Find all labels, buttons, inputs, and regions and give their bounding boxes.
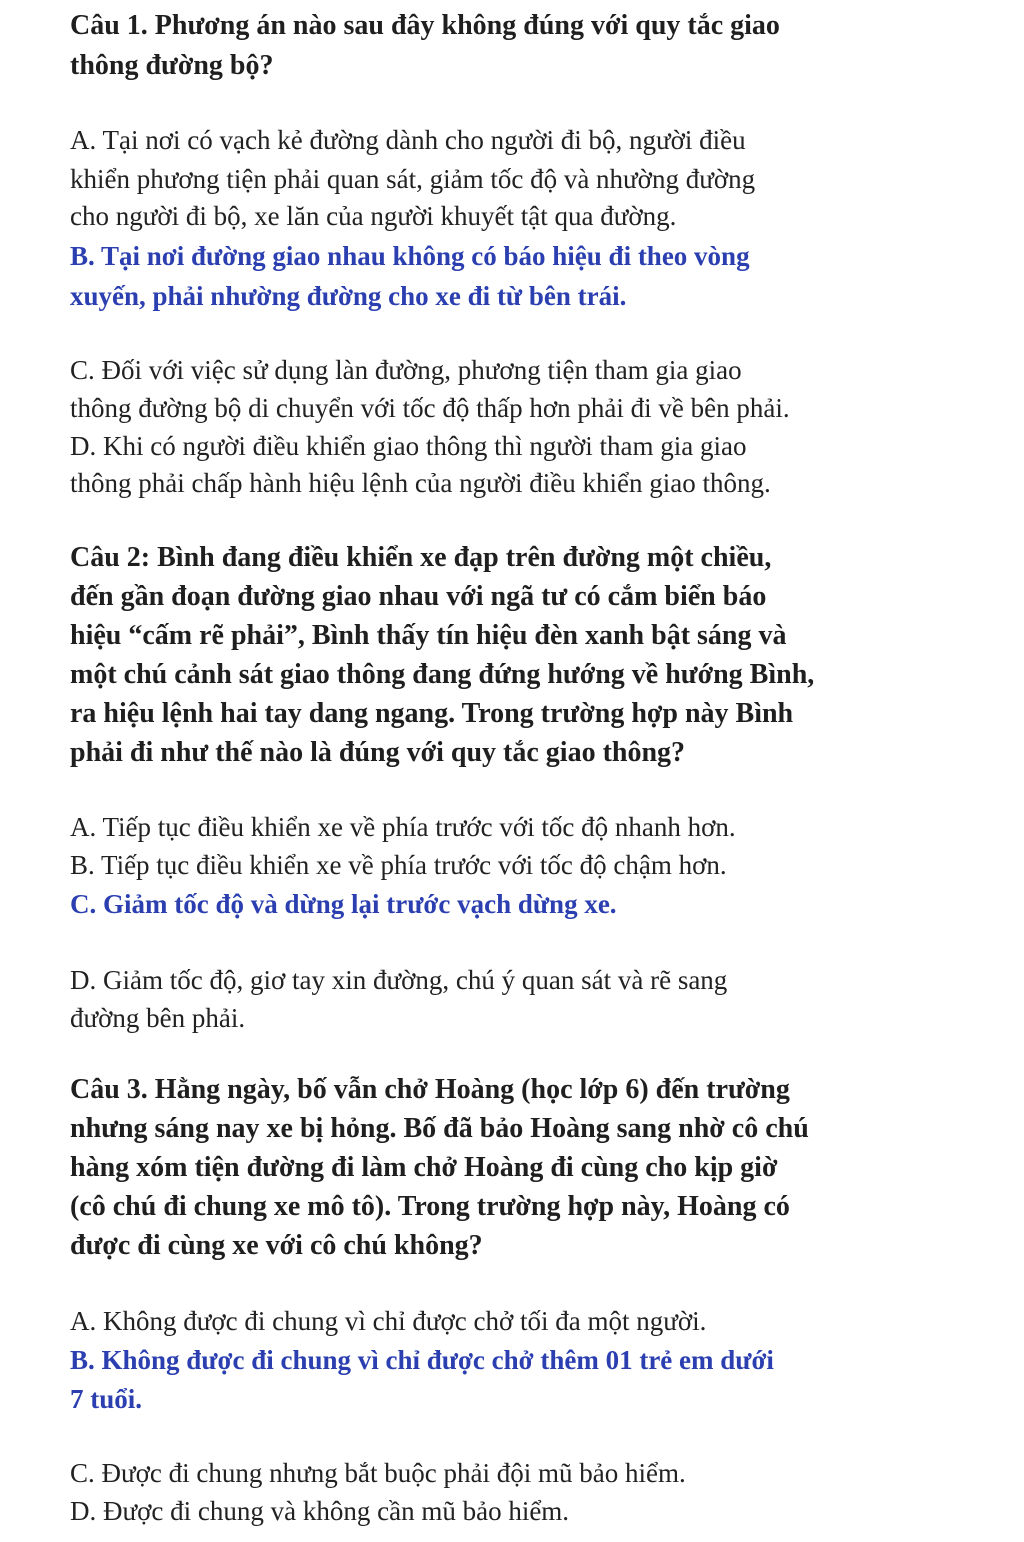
question-2-line-4: một chú cảnh sát giao thông đang đứng hướng về hướng Bình, [70, 659, 815, 690]
question-3-line-5: được đi cùng xe với cô chú không? [70, 1230, 483, 1261]
question-2-line-5: ra hiệu lệnh hai tay dang ngang. Trong trường hợp này Bình [70, 698, 794, 729]
q1-option-d-line-2: thông phải chấp hành hiệu lệnh của người điều khiển giao thông. [70, 468, 771, 498]
question-3-line-1: Câu 3. Hằng ngày, bố vẫn chở Hoàng (học lớp 6) đến trường [70, 1074, 790, 1105]
q1-option-a-line-2: khiển phương tiện phải quan sát, giảm tốc độ và nhường đường [70, 164, 756, 194]
q1-option-b-correct-line-2: xuyến, phải nhường đường cho xe đi từ bên trái. [70, 281, 627, 311]
question-2-line-2: đến gần đoạn đường giao nhau với ngã tư có cắm biển báo [70, 581, 767, 612]
q2-option-c-correct-line-1: C. Giảm tốc độ và dừng lại trước vạch dừng xe. [70, 889, 617, 919]
q1-option-a-line-1: A. Tại nơi có vạch kẻ đường dành cho người đi bộ, người điều [70, 125, 746, 155]
question-2-line-3: hiệu “cấm rẽ phải”, Bình thấy tín hiệu đèn xanh bật sáng và [70, 620, 787, 651]
q3-option-c-line-1: C. Được đi chung nhưng bắt buộc phải đội mũ bảo hiểm. [70, 1458, 686, 1488]
question-3-line-2: nhưng sáng nay xe bị hỏng. Bố đã bảo Hoàng sang nhờ cô chú [70, 1113, 809, 1144]
question-3-line-4: (cô chú đi chung xe mô tô). Trong trường hợp này, Hoàng có [70, 1191, 790, 1222]
q1-option-a-line-3: cho người đi bộ, xe lăn của người khuyết tật qua đường. [70, 201, 677, 231]
q3-option-a-line-1: A. Không được đi chung vì chỉ được chở tối đa một người. [70, 1306, 707, 1336]
q1-option-d-line-1: D. Khi có người điều khiển giao thông thì người tham gia giao [70, 431, 747, 461]
q1-option-c-line-2: thông đường bộ di chuyển với tốc độ thấp hơn phải đi về bên phải. [70, 393, 790, 423]
q1-option-b-correct-line-1: B. Tại nơi đường giao nhau không có báo hiệu đi theo vòng [70, 241, 750, 271]
question-2-line-6: phải đi như thế nào là đúng với quy tắc giao thông? [70, 737, 686, 768]
question-3-line-3: hàng xóm tiện đường đi làm chở Hoàng đi cùng cho kịp giờ [70, 1152, 778, 1183]
question-1-line-1: Câu 1. Phương án nào sau đây không đúng với quy tắc giao [70, 10, 780, 41]
q1-option-c-line-1: C. Đối với việc sử dụng làn đường, phương tiện tham gia giao [70, 355, 742, 385]
q3-option-b-correct-line-1: B. Không được đi chung vì chỉ được chở thêm 01 trẻ em dưới [70, 1345, 774, 1375]
q3-option-b-correct-line-2: 7 tuổi. [70, 1384, 143, 1414]
q2-option-d-line-2: đường bên phải. [70, 1003, 246, 1033]
q2-option-b-line-1: B. Tiếp tục điều khiển xe về phía trước với tốc độ chậm hơn. [70, 850, 727, 880]
q2-option-d-line-1: D. Giảm tốc độ, giơ tay xin đường, chú ý quan sát và rẽ sang [70, 965, 728, 995]
q3-option-d-line-1: D. Được đi chung và không cần mũ bảo hiểm. [70, 1496, 570, 1526]
q2-option-a-line-1: A. Tiếp tục điều khiển xe về phía trước với tốc độ nhanh hơn. [70, 812, 736, 842]
question-2-line-1: Câu 2: Bình đang điều khiển xe đạp trên đường một chiều, [70, 542, 772, 573]
question-1-line-2: thông đường bộ? [70, 50, 274, 81]
